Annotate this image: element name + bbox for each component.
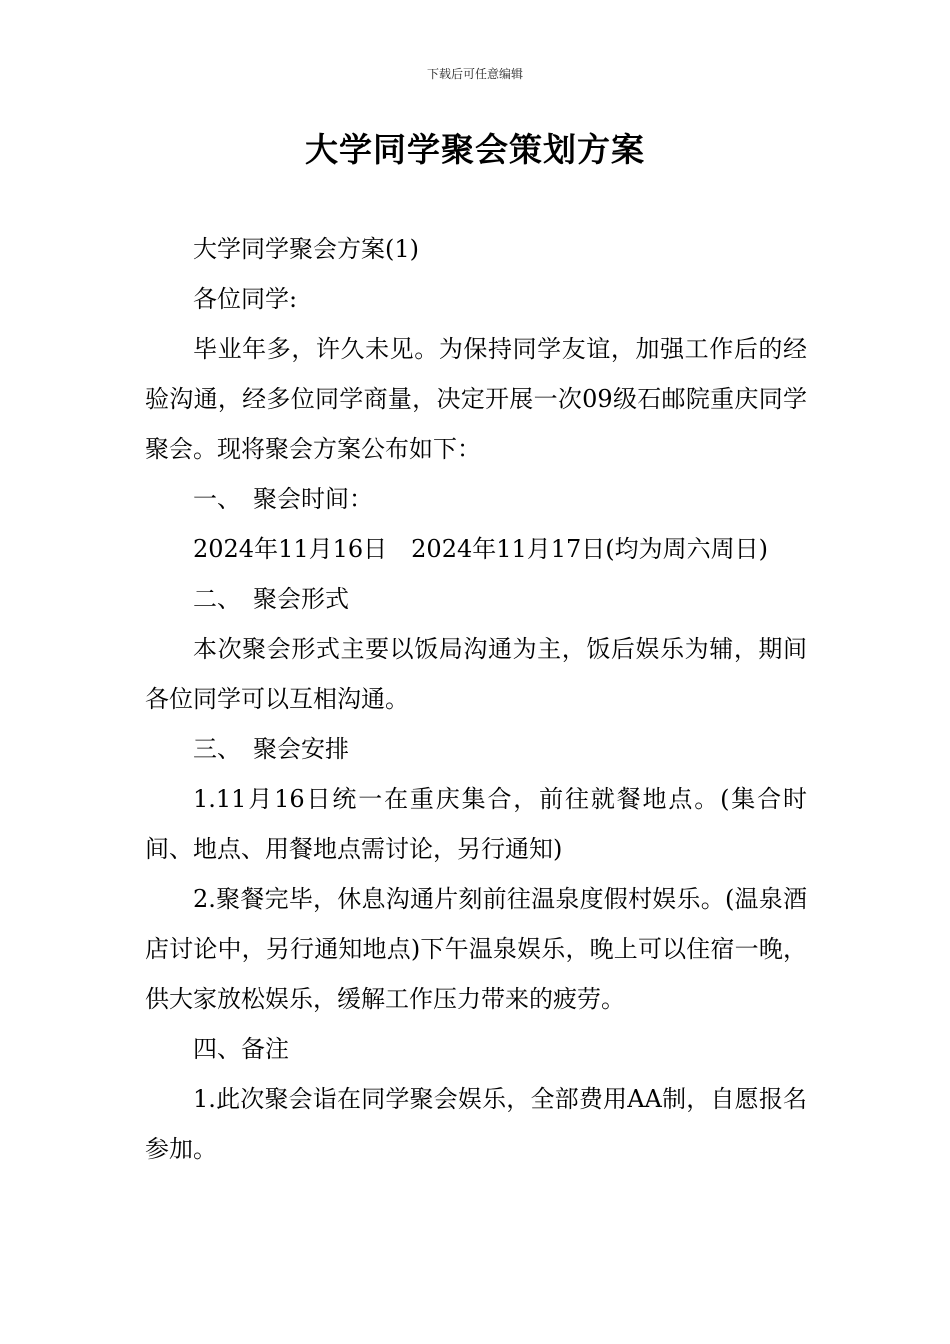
intro-paragraph: 毕业年多，许久未见。为保持同学友谊，加强工作后的经验沟通，经多位同学商量，决定开展一次09级石邮院重庆同学聚会。现将聚会方案公布如下：: [145, 335, 807, 463]
plan-heading: 大学同学聚会方案(1): [193, 235, 419, 263]
header-note: 下载后可任意编辑: [426, 67, 523, 81]
section-heading-format: 二、 聚会形式: [193, 585, 349, 613]
format-paragraph: 本次聚会形式主要以饭局沟通为主，饭后娱乐为辅，期间各位同学可以互相沟通。: [145, 635, 807, 713]
time-paragraph: 2024年11月16日 2024年11月17日(均为周六周日): [193, 535, 769, 563]
document-title: 大学同学聚会策划方案: [305, 130, 645, 169]
section-heading-notes: 四、备注: [193, 1035, 289, 1063]
notes-item-1: 1.此次聚会诣在同学聚会娱乐，全部费用AA制，自愿报名参加。: [145, 1085, 807, 1163]
arrangement-item-1: 1.11月16日统一在重庆集合，前往就餐地点。(集合时间、地点、用餐地点需讨论，另行通知): [145, 785, 807, 863]
section-heading-time: 一、 聚会时间：: [193, 485, 373, 513]
arrangement-item-2: 2.聚餐完毕，休息沟通片刻前往温泉度假村娱乐。(温泉酒店讨论中，另行通知地点)下午温泉娱乐，晚上可以住宿一晚，供大家放松娱乐，缓解工作压力带来的疲劳。: [145, 885, 807, 1013]
document-body: [145, 224, 807, 1174]
greeting: 各位同学:: [193, 285, 298, 313]
section-heading-arrangement: 三、 聚会安排: [193, 735, 349, 763]
